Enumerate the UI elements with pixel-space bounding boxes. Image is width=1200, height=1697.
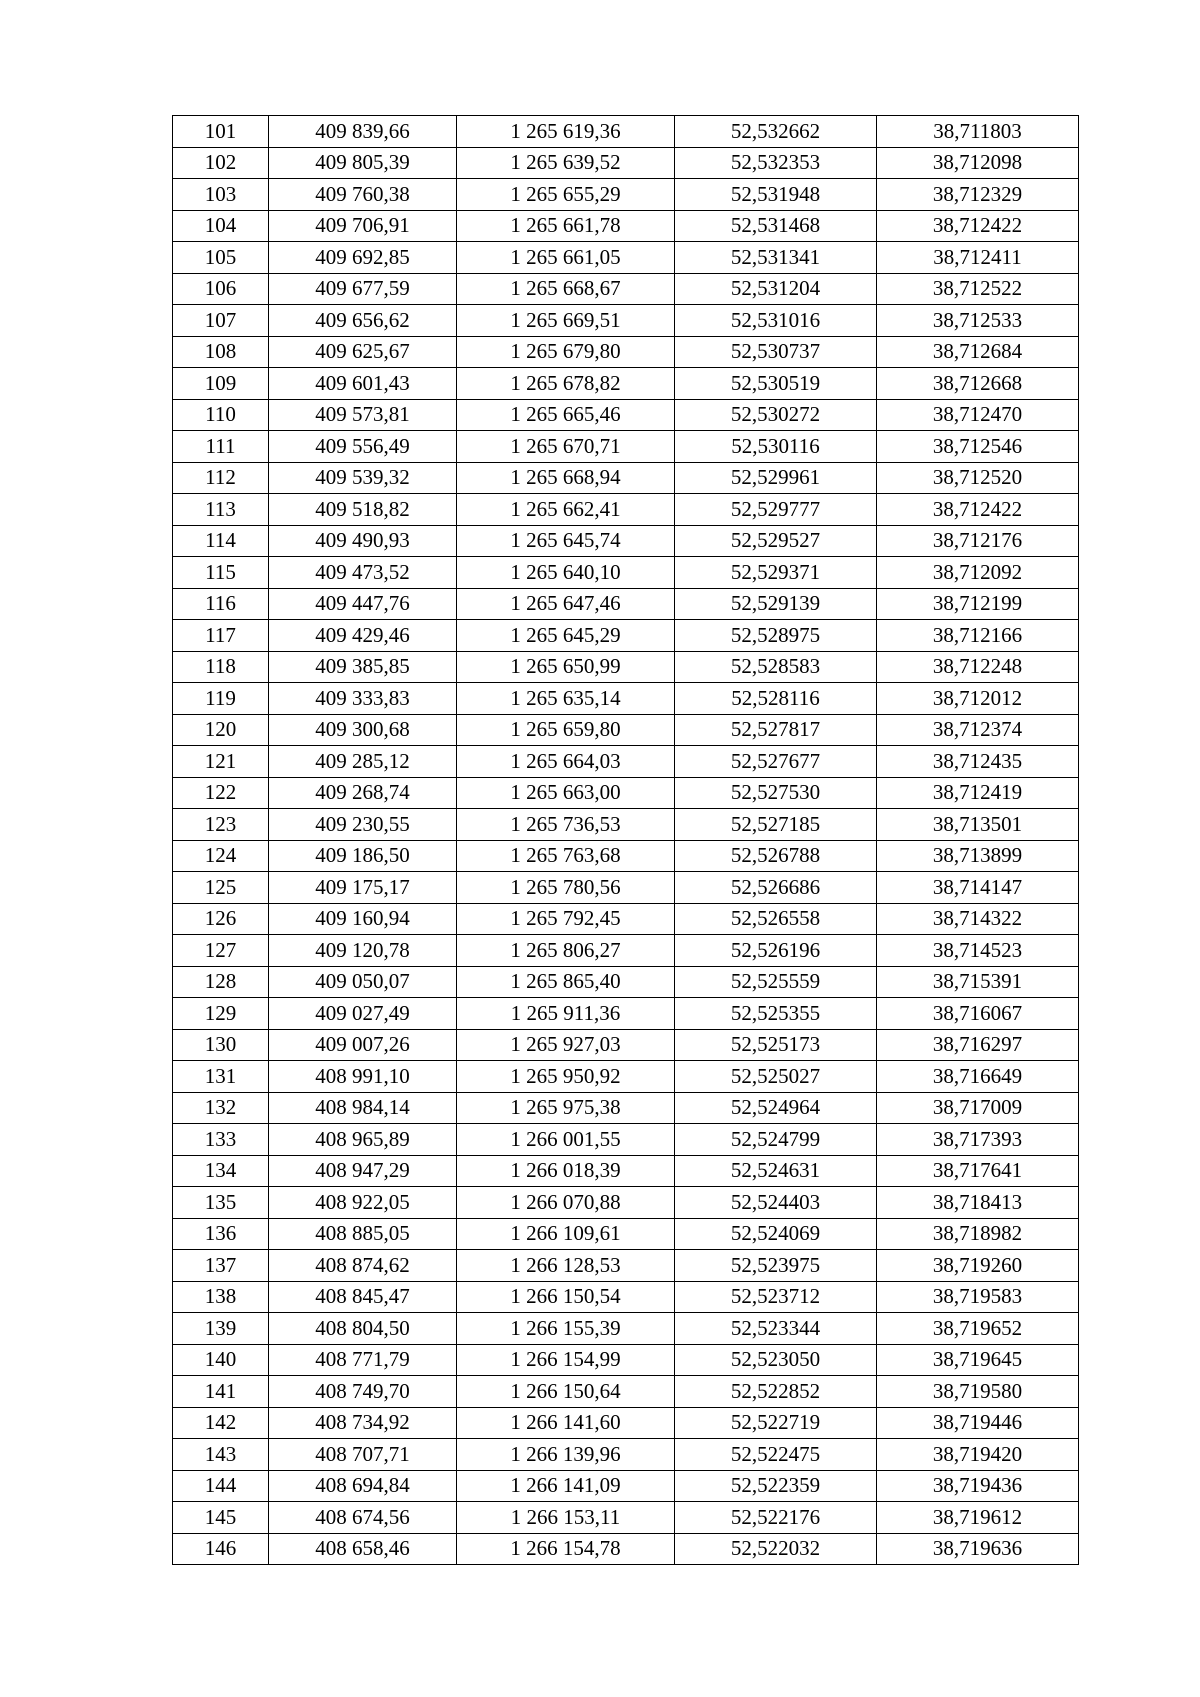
coord-y-cell: 1 265 780,56 [457, 872, 675, 904]
longitude-cell: 38,711803 [877, 116, 1079, 148]
coord-y-cell: 1 265 663,00 [457, 777, 675, 809]
coord-y-cell: 1 266 139,96 [457, 1439, 675, 1471]
longitude-cell: 38,712176 [877, 525, 1079, 557]
table-row [173, 966, 1079, 998]
coord-x-cell: 409 385,85 [269, 651, 457, 683]
longitude-cell: 38,712248 [877, 651, 1079, 683]
latitude-cell: 52,523050 [675, 1344, 877, 1376]
table-row [173, 1470, 1079, 1502]
coord-x-cell: 408 947,29 [269, 1155, 457, 1187]
latitude-cell: 52,524964 [675, 1092, 877, 1124]
point-number-cell: 141 [173, 1376, 269, 1408]
point-number-cell: 130 [173, 1029, 269, 1061]
longitude-cell: 38,719652 [877, 1313, 1079, 1345]
latitude-cell: 52,528975 [675, 620, 877, 652]
table-row [173, 746, 1079, 778]
point-number-cell: 127 [173, 935, 269, 967]
coord-y-cell: 1 266 001,55 [457, 1124, 675, 1156]
table-row [173, 336, 1079, 368]
table-row [173, 1313, 1079, 1345]
coord-x-cell: 408 885,05 [269, 1218, 457, 1250]
latitude-cell: 52,530519 [675, 368, 877, 400]
latitude-cell: 52,525027 [675, 1061, 877, 1093]
point-number-cell: 131 [173, 1061, 269, 1093]
longitude-cell: 38,712374 [877, 714, 1079, 746]
coord-y-cell: 1 266 150,54 [457, 1281, 675, 1313]
latitude-cell: 52,522475 [675, 1439, 877, 1471]
table-row [173, 525, 1079, 557]
coord-x-cell: 408 922,05 [269, 1187, 457, 1219]
table-row [173, 588, 1079, 620]
longitude-cell: 38,719436 [877, 1470, 1079, 1502]
coordinates-table-body [173, 116, 1079, 1565]
coord-x-cell: 409 706,91 [269, 210, 457, 242]
latitude-cell: 52,528583 [675, 651, 877, 683]
coord-x-cell: 409 805,39 [269, 147, 457, 179]
coord-x-cell: 409 625,67 [269, 336, 457, 368]
latitude-cell: 52,524631 [675, 1155, 877, 1187]
coord-x-cell: 408 771,79 [269, 1344, 457, 1376]
latitude-cell: 52,531016 [675, 305, 877, 337]
coord-y-cell: 1 265 639,52 [457, 147, 675, 179]
latitude-cell: 52,529139 [675, 588, 877, 620]
longitude-cell: 38,712684 [877, 336, 1079, 368]
table-row [173, 840, 1079, 872]
point-number-cell: 143 [173, 1439, 269, 1471]
coord-x-cell: 409 473,52 [269, 557, 457, 589]
coord-y-cell: 1 265 661,78 [457, 210, 675, 242]
latitude-cell: 52,524403 [675, 1187, 877, 1219]
point-number-cell: 113 [173, 494, 269, 526]
latitude-cell: 52,525355 [675, 998, 877, 1030]
point-number-cell: 140 [173, 1344, 269, 1376]
longitude-cell: 38,712422 [877, 210, 1079, 242]
table-row [173, 494, 1079, 526]
longitude-cell: 38,717393 [877, 1124, 1079, 1156]
longitude-cell: 38,712098 [877, 147, 1079, 179]
coord-y-cell: 1 266 155,39 [457, 1313, 675, 1345]
coord-x-cell: 408 749,70 [269, 1376, 457, 1408]
coord-y-cell: 1 265 668,94 [457, 462, 675, 494]
coord-x-cell: 408 707,71 [269, 1439, 457, 1471]
latitude-cell: 52,526686 [675, 872, 877, 904]
longitude-cell: 38,716649 [877, 1061, 1079, 1093]
coord-y-cell: 1 266 070,88 [457, 1187, 675, 1219]
longitude-cell: 38,712422 [877, 494, 1079, 526]
longitude-cell: 38,715391 [877, 966, 1079, 998]
table-row [173, 1344, 1079, 1376]
latitude-cell: 52,531341 [675, 242, 877, 274]
longitude-cell: 38,712199 [877, 588, 1079, 620]
latitude-cell: 52,523975 [675, 1250, 877, 1282]
table-row [173, 557, 1079, 589]
table-row [173, 1439, 1079, 1471]
latitude-cell: 52,530272 [675, 399, 877, 431]
coord-y-cell: 1 265 678,82 [457, 368, 675, 400]
coord-x-cell: 408 965,89 [269, 1124, 457, 1156]
longitude-cell: 38,719645 [877, 1344, 1079, 1376]
table-row [173, 116, 1079, 148]
point-number-cell: 145 [173, 1502, 269, 1534]
latitude-cell: 52,529527 [675, 525, 877, 557]
coord-x-cell: 408 694,84 [269, 1470, 457, 1502]
table-row [173, 1092, 1079, 1124]
latitude-cell: 52,526196 [675, 935, 877, 967]
table-row [173, 1155, 1079, 1187]
longitude-cell: 38,719636 [877, 1533, 1079, 1565]
table-row [173, 809, 1079, 841]
coord-y-cell: 1 265 806,27 [457, 935, 675, 967]
coord-y-cell: 1 266 128,53 [457, 1250, 675, 1282]
coord-y-cell: 1 265 679,80 [457, 336, 675, 368]
coord-x-cell: 409 760,38 [269, 179, 457, 211]
coord-x-cell: 409 160,94 [269, 903, 457, 935]
coord-y-cell: 1 265 668,67 [457, 273, 675, 305]
point-number-cell: 134 [173, 1155, 269, 1187]
longitude-cell: 38,712435 [877, 746, 1079, 778]
longitude-cell: 38,719612 [877, 1502, 1079, 1534]
point-number-cell: 104 [173, 210, 269, 242]
coord-y-cell: 1 265 865,40 [457, 966, 675, 998]
latitude-cell: 52,527530 [675, 777, 877, 809]
table-row [173, 273, 1079, 305]
coord-y-cell: 1 265 763,68 [457, 840, 675, 872]
longitude-cell: 38,714523 [877, 935, 1079, 967]
coord-x-cell: 409 027,49 [269, 998, 457, 1030]
point-number-cell: 144 [173, 1470, 269, 1502]
point-number-cell: 126 [173, 903, 269, 935]
table-row [173, 620, 1079, 652]
coord-x-cell: 409 230,55 [269, 809, 457, 841]
point-number-cell: 124 [173, 840, 269, 872]
longitude-cell: 38,712546 [877, 431, 1079, 463]
coord-x-cell: 409 692,85 [269, 242, 457, 274]
longitude-cell: 38,713899 [877, 840, 1079, 872]
point-number-cell: 101 [173, 116, 269, 148]
coord-y-cell: 1 265 662,41 [457, 494, 675, 526]
longitude-cell: 38,714147 [877, 872, 1079, 904]
coord-x-cell: 408 845,47 [269, 1281, 457, 1313]
point-number-cell: 138 [173, 1281, 269, 1313]
latitude-cell: 52,526788 [675, 840, 877, 872]
coord-x-cell: 409 656,62 [269, 305, 457, 337]
coord-x-cell: 408 734,92 [269, 1407, 457, 1439]
coord-x-cell: 408 984,14 [269, 1092, 457, 1124]
longitude-cell: 38,717641 [877, 1155, 1079, 1187]
latitude-cell: 52,523712 [675, 1281, 877, 1313]
point-number-cell: 123 [173, 809, 269, 841]
point-number-cell: 110 [173, 399, 269, 431]
point-number-cell: 115 [173, 557, 269, 589]
coord-y-cell: 1 265 669,51 [457, 305, 675, 337]
table-row [173, 147, 1079, 179]
coord-x-cell: 409 300,68 [269, 714, 457, 746]
table-row [173, 1218, 1079, 1250]
latitude-cell: 52,522176 [675, 1502, 877, 1534]
coord-y-cell: 1 265 640,10 [457, 557, 675, 589]
coord-y-cell: 1 265 927,03 [457, 1029, 675, 1061]
table-row [173, 998, 1079, 1030]
table-row [173, 368, 1079, 400]
latitude-cell: 52,531948 [675, 179, 877, 211]
latitude-cell: 52,529961 [675, 462, 877, 494]
table-row [173, 1124, 1079, 1156]
coord-y-cell: 1 265 645,29 [457, 620, 675, 652]
coord-y-cell: 1 266 154,78 [457, 1533, 675, 1565]
point-number-cell: 128 [173, 966, 269, 998]
coord-x-cell: 409 120,78 [269, 935, 457, 967]
longitude-cell: 38,712533 [877, 305, 1079, 337]
table-row [173, 1533, 1079, 1565]
table-row [173, 935, 1079, 967]
table-row [173, 903, 1079, 935]
longitude-cell: 38,712012 [877, 683, 1079, 715]
table-row [173, 399, 1079, 431]
point-number-cell: 108 [173, 336, 269, 368]
point-number-cell: 120 [173, 714, 269, 746]
table-row [173, 1187, 1079, 1219]
point-number-cell: 119 [173, 683, 269, 715]
longitude-cell: 38,712166 [877, 620, 1079, 652]
point-number-cell: 114 [173, 525, 269, 557]
longitude-cell: 38,713501 [877, 809, 1079, 841]
coord-y-cell: 1 265 792,45 [457, 903, 675, 935]
coord-x-cell: 409 490,93 [269, 525, 457, 557]
longitude-cell: 38,712522 [877, 273, 1079, 305]
coord-y-cell: 1 266 141,09 [457, 1470, 675, 1502]
coord-x-cell: 409 333,83 [269, 683, 457, 715]
coord-y-cell: 1 266 141,60 [457, 1407, 675, 1439]
table-row [173, 714, 1079, 746]
coord-x-cell: 409 285,12 [269, 746, 457, 778]
longitude-cell: 38,712668 [877, 368, 1079, 400]
point-number-cell: 109 [173, 368, 269, 400]
point-number-cell: 107 [173, 305, 269, 337]
coord-y-cell: 1 265 670,71 [457, 431, 675, 463]
coord-y-cell: 1 265 655,29 [457, 179, 675, 211]
coord-y-cell: 1 265 736,53 [457, 809, 675, 841]
coord-x-cell: 409 175,17 [269, 872, 457, 904]
latitude-cell: 52,522852 [675, 1376, 877, 1408]
latitude-cell: 52,522032 [675, 1533, 877, 1565]
coord-x-cell: 409 573,81 [269, 399, 457, 431]
point-number-cell: 146 [173, 1533, 269, 1565]
point-number-cell: 118 [173, 651, 269, 683]
point-number-cell: 106 [173, 273, 269, 305]
latitude-cell: 52,527817 [675, 714, 877, 746]
latitude-cell: 52,527677 [675, 746, 877, 778]
latitude-cell: 52,524069 [675, 1218, 877, 1250]
point-number-cell: 105 [173, 242, 269, 274]
longitude-cell: 38,719583 [877, 1281, 1079, 1313]
longitude-cell: 38,712329 [877, 179, 1079, 211]
table-row [173, 1281, 1079, 1313]
latitude-cell: 52,531204 [675, 273, 877, 305]
latitude-cell: 52,522359 [675, 1470, 877, 1502]
longitude-cell: 38,714322 [877, 903, 1079, 935]
point-number-cell: 117 [173, 620, 269, 652]
longitude-cell: 38,716297 [877, 1029, 1079, 1061]
point-number-cell: 135 [173, 1187, 269, 1219]
latitude-cell: 52,527185 [675, 809, 877, 841]
coord-y-cell: 1 266 018,39 [457, 1155, 675, 1187]
table-row [173, 651, 1079, 683]
latitude-cell: 52,525173 [675, 1029, 877, 1061]
coord-y-cell: 1 266 154,99 [457, 1344, 675, 1376]
coord-y-cell: 1 266 109,61 [457, 1218, 675, 1250]
coord-x-cell: 409 839,66 [269, 116, 457, 148]
table-row [173, 1502, 1079, 1534]
longitude-cell: 38,718413 [877, 1187, 1079, 1219]
point-number-cell: 125 [173, 872, 269, 904]
latitude-cell: 52,530116 [675, 431, 877, 463]
coord-y-cell: 1 265 975,38 [457, 1092, 675, 1124]
coord-y-cell: 1 265 664,03 [457, 746, 675, 778]
longitude-cell: 38,712092 [877, 557, 1079, 589]
table-row [173, 242, 1079, 274]
point-number-cell: 137 [173, 1250, 269, 1282]
latitude-cell: 52,525559 [675, 966, 877, 998]
table-row [173, 305, 1079, 337]
point-number-cell: 122 [173, 777, 269, 809]
coord-y-cell: 1 265 635,14 [457, 683, 675, 715]
coord-y-cell: 1 265 661,05 [457, 242, 675, 274]
coord-x-cell: 409 601,43 [269, 368, 457, 400]
coord-x-cell: 408 874,62 [269, 1250, 457, 1282]
coord-y-cell: 1 265 647,46 [457, 588, 675, 620]
coord-x-cell: 409 677,59 [269, 273, 457, 305]
point-number-cell: 129 [173, 998, 269, 1030]
longitude-cell: 38,712411 [877, 242, 1079, 274]
point-number-cell: 103 [173, 179, 269, 211]
longitude-cell: 38,718982 [877, 1218, 1079, 1250]
point-number-cell: 112 [173, 462, 269, 494]
coordinates-table [172, 115, 1079, 1565]
coord-x-cell: 409 007,26 [269, 1029, 457, 1061]
latitude-cell: 52,523344 [675, 1313, 877, 1345]
longitude-cell: 38,712419 [877, 777, 1079, 809]
longitude-cell: 38,717009 [877, 1092, 1079, 1124]
table-row [173, 872, 1079, 904]
point-number-cell: 121 [173, 746, 269, 778]
coord-x-cell: 408 991,10 [269, 1061, 457, 1093]
latitude-cell: 52,524799 [675, 1124, 877, 1156]
coord-y-cell: 1 266 150,64 [457, 1376, 675, 1408]
table-row [173, 179, 1079, 211]
coord-x-cell: 409 556,49 [269, 431, 457, 463]
longitude-cell: 38,719580 [877, 1376, 1079, 1408]
coord-x-cell: 409 186,50 [269, 840, 457, 872]
point-number-cell: 136 [173, 1218, 269, 1250]
coord-x-cell: 409 268,74 [269, 777, 457, 809]
point-number-cell: 111 [173, 431, 269, 463]
table-row [173, 777, 1079, 809]
coord-y-cell: 1 265 950,92 [457, 1061, 675, 1093]
table-row [173, 1029, 1079, 1061]
coord-x-cell: 409 539,32 [269, 462, 457, 494]
table-row [173, 1407, 1079, 1439]
longitude-cell: 38,712470 [877, 399, 1079, 431]
latitude-cell: 52,526558 [675, 903, 877, 935]
coord-y-cell: 1 266 153,11 [457, 1502, 675, 1534]
longitude-cell: 38,712520 [877, 462, 1079, 494]
coord-x-cell: 409 050,07 [269, 966, 457, 998]
latitude-cell: 52,529371 [675, 557, 877, 589]
coord-y-cell: 1 265 911,36 [457, 998, 675, 1030]
table-row [173, 1061, 1079, 1093]
latitude-cell: 52,528116 [675, 683, 877, 715]
coord-y-cell: 1 265 650,99 [457, 651, 675, 683]
coord-x-cell: 409 447,76 [269, 588, 457, 620]
point-number-cell: 102 [173, 147, 269, 179]
coord-y-cell: 1 265 659,80 [457, 714, 675, 746]
coord-y-cell: 1 265 665,46 [457, 399, 675, 431]
coord-x-cell: 408 658,46 [269, 1533, 457, 1565]
coord-y-cell: 1 265 619,36 [457, 116, 675, 148]
table-row [173, 683, 1079, 715]
longitude-cell: 38,716067 [877, 998, 1079, 1030]
coord-y-cell: 1 265 645,74 [457, 525, 675, 557]
longitude-cell: 38,719260 [877, 1250, 1079, 1282]
longitude-cell: 38,719446 [877, 1407, 1079, 1439]
latitude-cell: 52,532662 [675, 116, 877, 148]
point-number-cell: 133 [173, 1124, 269, 1156]
point-number-cell: 132 [173, 1092, 269, 1124]
latitude-cell: 52,529777 [675, 494, 877, 526]
point-number-cell: 142 [173, 1407, 269, 1439]
point-number-cell: 139 [173, 1313, 269, 1345]
coord-x-cell: 409 429,46 [269, 620, 457, 652]
table-row [173, 462, 1079, 494]
latitude-cell: 52,531468 [675, 210, 877, 242]
table-row [173, 1250, 1079, 1282]
coord-x-cell: 408 674,56 [269, 1502, 457, 1534]
latitude-cell: 52,530737 [675, 336, 877, 368]
latitude-cell: 52,522719 [675, 1407, 877, 1439]
table-row [173, 210, 1079, 242]
latitude-cell: 52,532353 [675, 147, 877, 179]
table-row [173, 431, 1079, 463]
coord-x-cell: 409 518,82 [269, 494, 457, 526]
point-number-cell: 116 [173, 588, 269, 620]
coord-x-cell: 408 804,50 [269, 1313, 457, 1345]
table-row [173, 1376, 1079, 1408]
longitude-cell: 38,719420 [877, 1439, 1079, 1471]
